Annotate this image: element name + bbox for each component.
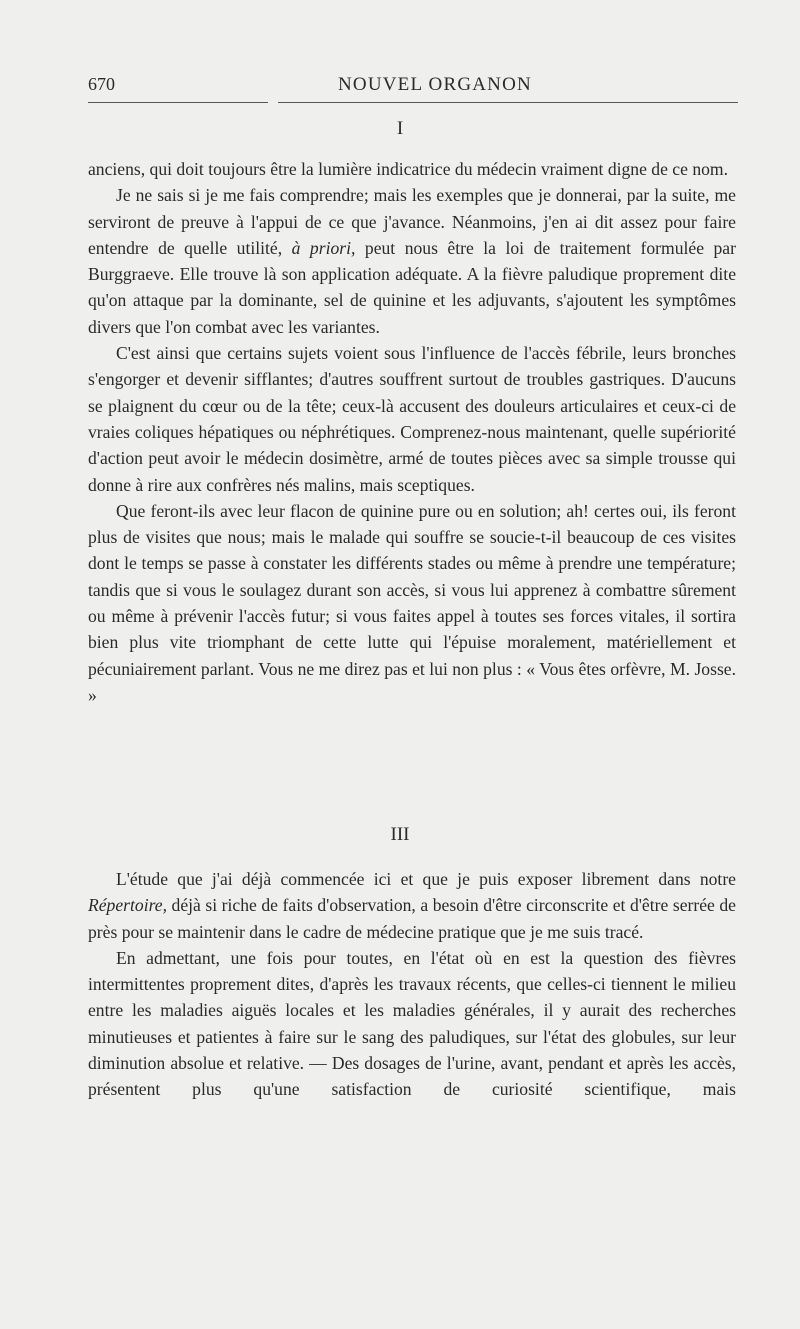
- running-title: NOUVEL ORGANON: [338, 74, 532, 95]
- header-rule-right: [278, 102, 738, 103]
- section-i-text: [88, 156, 736, 708]
- paragraph-2: [88, 182, 736, 340]
- page-header: [88, 72, 738, 102]
- paragraph-5-part-a: L'étude que j'ai déjà commencée ici et que je puis exposer librement dans notre: [116, 869, 736, 889]
- paragraph-5-part-b: déjà si riche de faits d'observation, a besoin d'être circonscrite et d'être serrée de près pour se maintenir dans le cadre de médecine pratique que je me suis tracé.: [88, 895, 736, 942]
- paragraph-2-part-b: peut nous être la loi de traitement formulée par Burggraeve. Elle trouve là son application adéquate. A la fièvre paludique proprement dite qu'on attaque par la dominante, sel de quinine et les adjuvants, s'ajoutent les symptômes divers que l'on combat avec les variantes.: [88, 237, 736, 337]
- paragraph-5: [88, 866, 736, 945]
- paragraph-2-emphasis: à priori,: [291, 237, 356, 258]
- section-iii-text: [88, 866, 736, 1103]
- page-number: 670: [88, 74, 115, 94]
- paragraph-2-part-a: Je ne sais si je me fais comprendre; mais les exemples que je donnerai, par la suite, me serviront de preuve à l'appui de ce que j'avance. Néanmoins, j'en ai dit assez pour faire entendre de quelle utilité,: [88, 185, 736, 258]
- paragraph-5-emphasis: Répertoire,: [88, 895, 167, 916]
- paragraph-1: anciens, qui doit toujours être la lumière indicatrice du médecin vraiment digne de ce nom.: [88, 159, 728, 179]
- paragraph-3: C'est ainsi que certains sujets voient sous l'influence de l'accès fébrile, leurs bronches s'engorger et devenir sifflantes; d'autres souffrent surtout de troubles gastriques. D'aucuns se plaignent du cœur ou de la tête; ceux-là accusent des douleurs articulaires et ceux-ci de vraies coliques hépatiques ou néphrétiques. Comprenez-nous maintenant, quelle supériorité d'action peut avoir le médecin dosimètre, armé de toutes pièces avec sa simple trousse qui donne à rire aux confrères nés malins, mais sceptiques.: [88, 343, 736, 495]
- section-numeral-i: I: [396, 118, 404, 139]
- paragraph-6: En admettant, une fois pour toutes, en l'état où en est la question des fièvres intermittentes proprement dites, d'après les travaux récents, que celles-ci tiennent le milieu entre les maladies aiguës locales et les maladies générales, il y aurait des recherches minutieuses et patientes à faire sur le sang des paludiques, sur l'état des globules, sur leur diminution absolue et relative. — Des dosages de l'urine, avant, pendant et après les accès, présentent plus qu'une satisfaction de curiosité scientifique, mais: [88, 947, 736, 1100]
- section-numeral-iii: III: [390, 824, 410, 845]
- header-rule-left: [88, 102, 268, 103]
- paragraph-4: Que feront-ils avec leur flacon de quinine pure ou en solution; ah! certes oui, ils feront plus de visites que nous; mais le malade qui souffre se soucie-t-il beaucoup de ces visites dont le temps se passe à constater les différents stades ou même à prendre une température; tandis que si vous le soulagez durant son accès, si vous lui apprenez à combattre sûrement ou même à prévenir l'accès futur; si vous faites appel à toutes ses forces vitales, il sortira bien plus vite triomphant de cette lutte qui l'épuise moralement, matériellement et pécuniairement parlant. Vous ne me direz pas et lui non plus : « Vous êtes orfèvre, M. Josse. »: [88, 500, 736, 705]
